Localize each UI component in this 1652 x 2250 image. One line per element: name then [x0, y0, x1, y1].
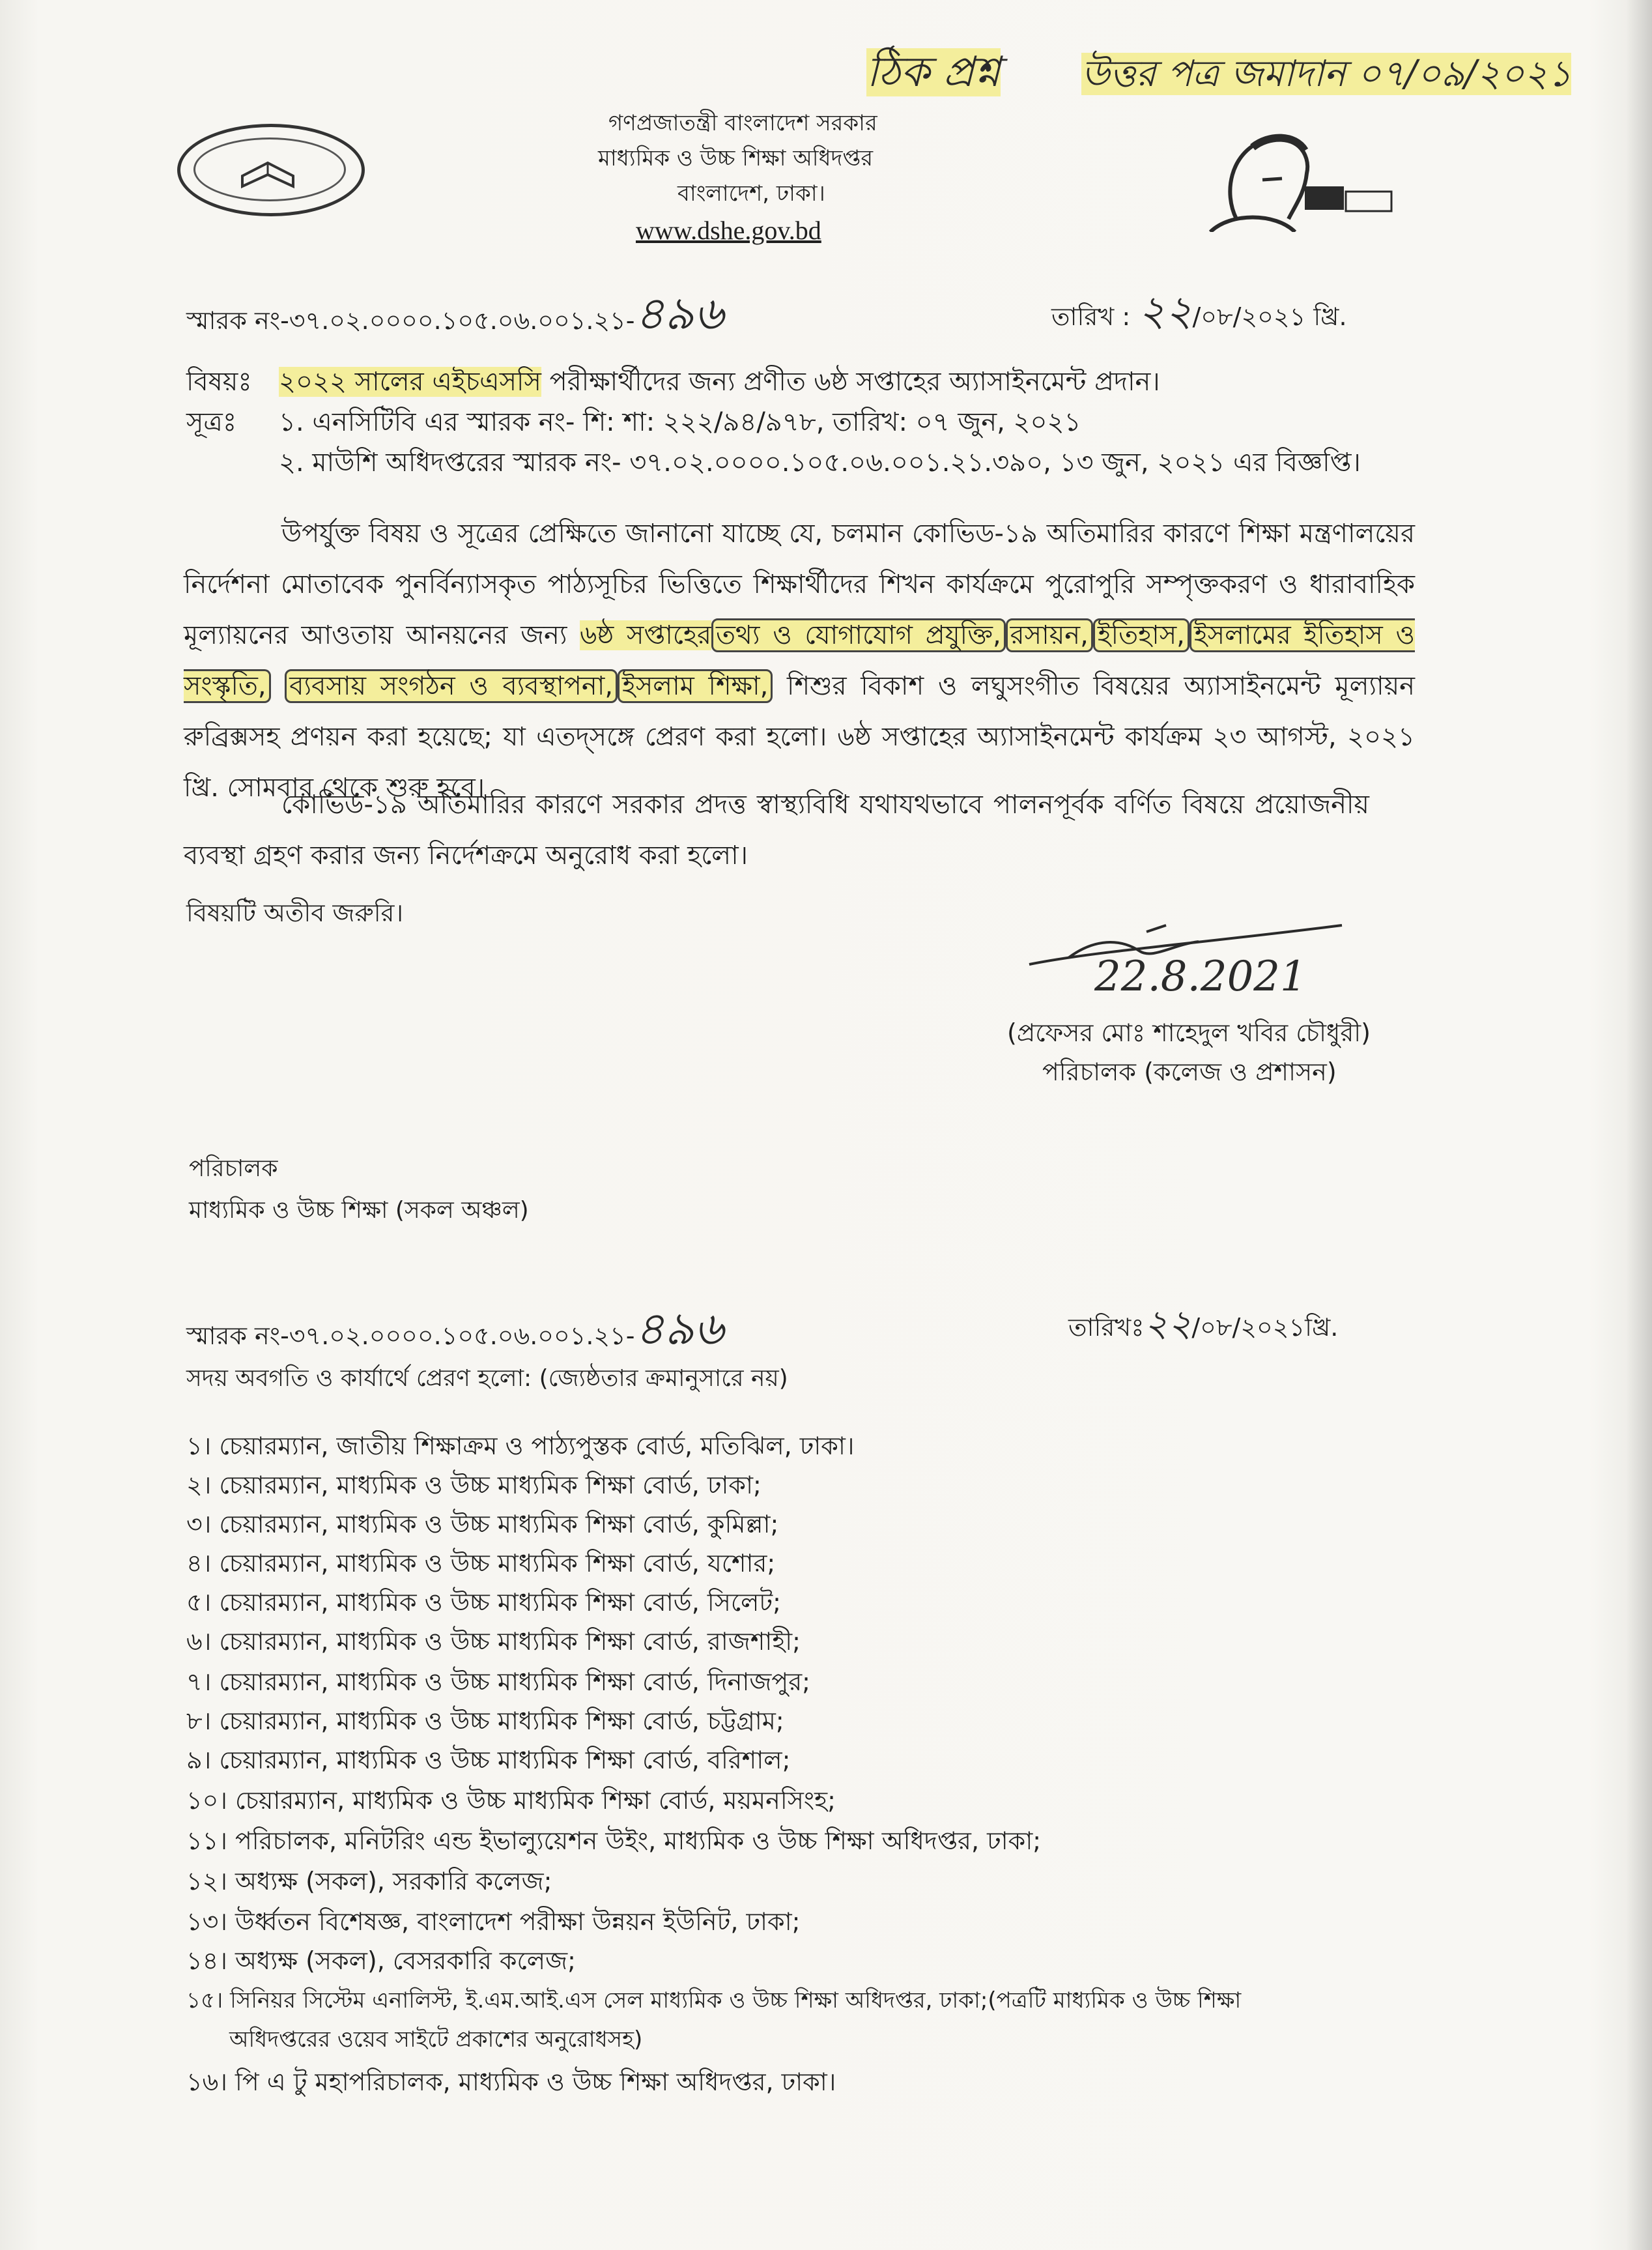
distribution-item-11: ১১। পরিচালক, মনিটরিং এন্ড ইভাল্যুয়েশন উইং, মাধ্যমিক ও উচ্চ শিক্ষা অধিদপ্তর, ঢাকা;	[186, 1826, 1042, 1855]
memo-date-rest: /০৮/২০২১ খ্রি.	[1192, 302, 1347, 331]
memo2-number-handwritten: ৪৯৬	[634, 1302, 724, 1355]
header-line2: মাধ্যমিক ও উচ্চ শিক্ষা অধিদপ্তর	[598, 145, 874, 171]
urgent-note: বিষয়টি অতীব জরুরি।	[186, 899, 404, 927]
memo2-date-label: তারিখঃ	[1068, 1313, 1145, 1342]
distribution-item-8: ৮। চেয়ারম্যান, মাধ্যমিক ও উচ্চ মাধ্যমিক শিক্ষা বোর্ড, চট্টগ্রাম;	[186, 1707, 784, 1735]
distribution-item-1: ১। চেয়ারম্যান, জাতীয় শিক্ষাক্রম ও পাঠ্যপুস্তক বোর্ড, মতিঝিল, ঢাকা।	[186, 1432, 855, 1460]
memo2-date-handwritten: ২২	[1144, 1303, 1192, 1345]
distribution-item-14: ১৪। অধ্যক্ষ (সকল), বেসরকারি কলেজ;	[186, 1946, 576, 1975]
header-website-link[interactable]: www.dshe.gov.bd	[636, 216, 821, 245]
body-paragraph-2	[184, 779, 1369, 881]
memo2-date	[1068, 1303, 1339, 1345]
subject-label: বিষয়ঃ	[186, 367, 252, 397]
memo2-number	[186, 1302, 724, 1355]
memo-date-handwritten: ২২	[1138, 287, 1193, 336]
distribution-item-5: ৫। চেয়ারম্যান, মাধ্যমিক ও উচ্চ মাধ্যমিক শিক্ষা বোর্ড, সিলেট;	[186, 1588, 781, 1617]
top-note-right	[1081, 46, 1571, 107]
distribution-item-13: ১৩। উর্ধ্বতন বিশেষজ্ঞ, বাংলাদেশ পরীক্ষা উন্নয়ন ইউনিট, ঢাকা;	[186, 1907, 801, 1936]
body-p1-subject-ict: তথ্য ও যোগাযোগ প্রযুক্তি,	[711, 618, 1006, 652]
reference-item-1: ১. এনসিটিবি এর স্মারক নং- শি: শা: ২২২/৯৪/৯৭৮, তারিখ: ০৭ জুন, ২০২১	[279, 407, 1081, 437]
top-note-left-text: ঠিক প্রশ্ন	[866, 48, 1001, 96]
memo2-number-prefix: স্মারক নং-৩৭.০২.০০০০.১০৫.০৬.০০১.২১-	[186, 1321, 635, 1350]
distribution-item-12: ১২। অধ্যক্ষ (সকল), সরকারি কলেজ;	[186, 1867, 552, 1896]
memo-number-handwritten: ৪৯৬	[634, 287, 724, 340]
signature-date-handwritten: 22.8.2021	[1094, 953, 1307, 1001]
mujib-100-logo-icon	[1197, 121, 1399, 232]
distribution-item-16: ১৬। পি এ টু মহাপরিচালক, মাধ্যমিক ও উচ্চ শিক্ষা অধিদপ্তর, ঢাকা।	[186, 2068, 836, 2096]
distribution-item-2: ২। চেয়ারম্যান, মাধ্যমিক ও উচ্চ মাধ্যমিক শিক্ষা বোর্ড, ঢাকা;	[186, 1471, 762, 1499]
dshe-seal-icon	[177, 124, 365, 216]
body-p1-part2: শিশুর বিকাশ ও লঘুসংগীত বিষয়ের অ্যাসাইনমেন্ট মূল্যায়ন রুব্রিক্সসহ প্রণয়ন করা হয়েছে; যা এতদ্সঙ্গে প্রেরণ করা হলো। ৬ষ্ঠ সপ্তাহের অ্যাসাইনমেন্ট কার্যক্রম ২৩ আগস্ট, ২০২১ খ্রি. সোমবার থেকে শুরু হবে।	[184, 671, 1416, 803]
top-note-right-text: উত্তর পত্র জমাদান ০৭/০৯/২০২১	[1081, 53, 1572, 95]
body-p1-part1: উপর্যুক্ত বিষয় ও সূত্রের প্রেক্ষিতে জানানো যাচ্ছে যে, চলমান কোভিড-১৯ অতিমারির কারণে শিক্ষা মন্ত্রণালয়ের নির্দেশনা মোতাবেক পুনর্বিন্যাসকৃত পাঠ্যসূচির ভিত্তিতে শিক্ষার্থীদের শিখন কার্যক্রমে পুরোপুরি সম্পৃক্তকরণ ও ধারাবাহিক মূল্যায়নের আওতায় আনয়নের জন্য	[184, 519, 1415, 650]
subject-highlighted: ২০২২ সালের এইচএসসি	[279, 367, 541, 397]
body-p1-subject-chemistry: রসায়ন,	[1006, 618, 1093, 652]
distribution-item-4: ৪। চেয়ারম্যান, মাধ্যমিক ও উচ্চ মাধ্যমিক শিক্ষা বোর্ড, যশোর;	[186, 1549, 776, 1578]
signatory-name: (প্রফেসর মোঃ শাহেদুল খবির চৌধুরী)	[1007, 1018, 1371, 1047]
subject-rest: পরীক্ষার্থীদের জন্য প্রণীত ৬ষ্ঠ সপ্তাহের অ্যাসাইনমেন্ট প্রদান।	[541, 367, 1160, 397]
body-p1-subject-islam: ইসলাম শিক্ষা,	[618, 669, 773, 703]
distribution-item-15: ১৫। সিনিয়র সিস্টেম এনালিস্ট, ই.এম.আই.এস সেল মাধ্যমিক ও উচ্চ শিক্ষা অধিদপ্তর, ঢাকা;(পত্রটি মাধ্যমিক ও উচ্চ শিক্ষা	[186, 1987, 1242, 2013]
portrait-sketch-icon	[1197, 121, 1399, 232]
recipient-line-1: পরিচালক	[189, 1155, 278, 1182]
memo2-date-rest: /০৮/২০২১খ্রি.	[1191, 1313, 1339, 1342]
body-p1-subject-history: ইতিহাস,	[1093, 618, 1189, 652]
distribution-item-6: ৬। চেয়ারম্যান, মাধ্যমিক ও উচ্চ মাধ্যমিক শিক্ষা বোর্ড, রাজশাহী;	[186, 1627, 801, 1656]
distribution-item-9: ৯। চেয়ারম্যান, মাধ্যমিক ও উচ্চ মাধ্যমিক শিক্ষা বোর্ড, বরিশাল;	[186, 1746, 791, 1774]
memo-number	[186, 287, 724, 340]
distribution-item-7: ৭। চেয়ারম্যান, মাধ্যমিক ও উচ্চ মাধ্যমিক শিক্ষা বোর্ড, দিনাজপুর;	[186, 1667, 810, 1696]
distribution-item-10: ১০। চেয়ারম্যান, মাধ্যমিক ও উচ্চ মাধ্যমিক শিক্ষা বোর্ড, ময়মনসিংহ;	[186, 1786, 836, 1815]
header-line3: বাংলাদেশ, ঢাকা।	[677, 180, 825, 207]
top-note-left	[866, 40, 1001, 110]
body-p1-subject-business: ব্যবসায় সংগঠন ও ব্যবস্থাপনা,	[285, 669, 618, 703]
header-line1: গণপ্রজাতন্ত্রী বাংলাদেশ সরকার	[608, 110, 877, 136]
reference-label: সূত্রঃ	[186, 407, 237, 437]
body-p1-highlight: ৬ষ্ঠ সপ্তাহের	[580, 620, 711, 650]
memo-date-label: তারিখ :	[1051, 302, 1131, 331]
memo-number-prefix: স্মারক নং-৩৭.০২.০০০০.১০৫.০৬.০০১.২১-	[186, 306, 635, 335]
body-p2-text: কোভিড-১৯ অতিমারির কারণে সরকার প্রদত্ত স্বাস্থ্যবিধি যথাযথভাবে পালনপূর্বক বর্ণিত বিষয়ে প্রয়োজনীয় ব্যবস্থা গ্রহণ করার জন্য নির্দেশক্রমে অনুরোধ করা হলো।	[184, 790, 1369, 871]
page-edge-shadow	[1626, 0, 1652, 2250]
body-paragraph-1	[184, 508, 1415, 813]
recipient-line-2: মাধ্যমিক ও উচ্চ শিক্ষা (সকল অঞ্চল)	[189, 1197, 529, 1224]
reference-item-2: ২. মাউশি অধিদপ্তরের স্মারক নং- ৩৭.০২.০০০০.১০৫.০৬.০০১.২১.৩৯০, ১৩ জুন, ২০২১ এর বিজ্ঞপ্তি।	[279, 448, 1361, 478]
copy-intro: সদয় অবগতি ও কার্যার্থে প্রেরণ হলো: (জ্যেষ্ঠতার ক্রমানুসারে নয়)	[186, 1365, 788, 1392]
signatory-title: পরিচালক (কলেজ ও প্রশাসন)	[1042, 1058, 1337, 1086]
memo-date	[1051, 287, 1347, 336]
body-p1-subject-islamic-history: ইসলামের ইতিহাস ও সংস্কৃতি,	[184, 618, 1415, 703]
subject-text	[279, 369, 1160, 395]
distribution-item-15-cont: অধিদপ্তরের ওয়েব সাইটে প্রকাশের অনুরোধসহ)	[229, 2026, 643, 2053]
seal-book-icon	[177, 124, 358, 210]
distribution-item-3: ৩। চেয়ারম্যান, মাধ্যমিক ও উচ্চ মাধ্যমিক শিক্ষা বোর্ড, কুমিল্লা;	[186, 1510, 779, 1538]
